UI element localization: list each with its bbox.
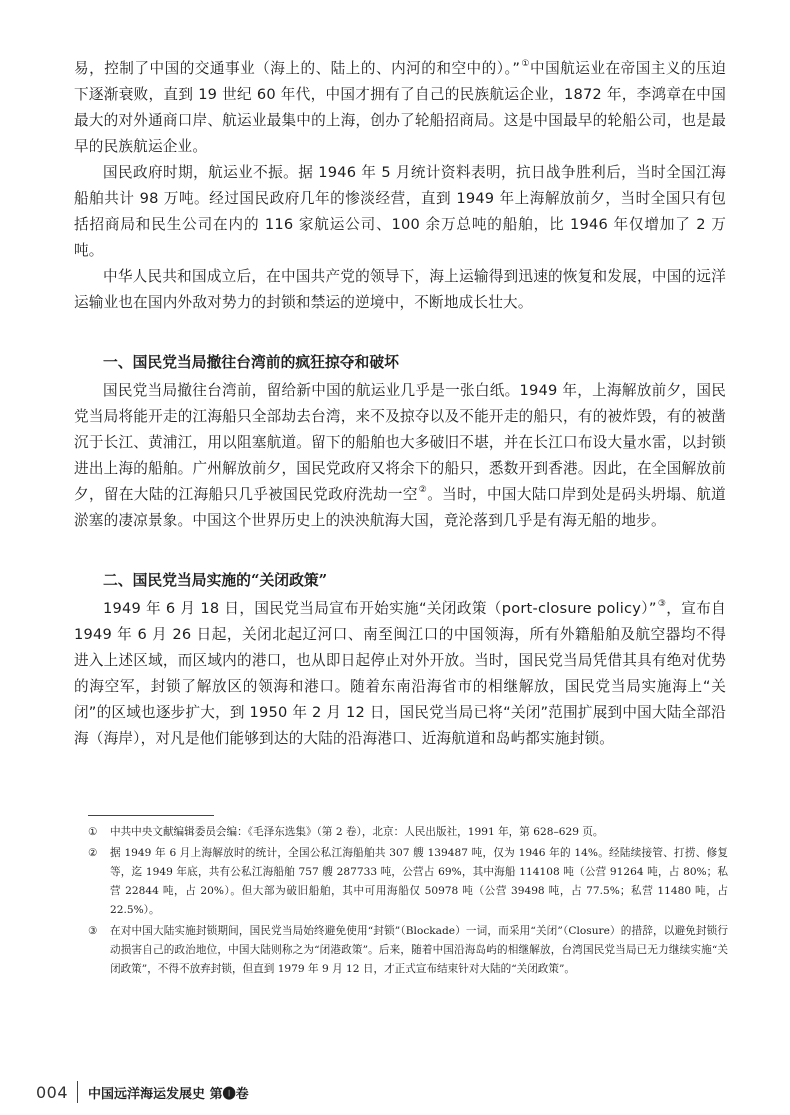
paragraph-2: 国民政府时期，航运业不振。据 1946 年 5 月统计资料表明，抗日战争胜利后，当时全国江海船舶共计 98 万吨。经过国民政府几年的惨淡经营，直到 1949 年上海解放前夕，当时全国只有包括招商局和民生公司在内的 116 家航运公司、100 余万总吨的船舶，比 1946 年仅增加了 2 万吨。 — [74, 164, 726, 259]
footer-divider — [77, 1081, 78, 1103]
footnote-number: ① — [88, 826, 98, 838]
footnote-ref-2[interactable]: ② — [418, 485, 428, 495]
footnote-text: 据 1949 年 6 月上海解放时的统计，全国公私江海船舶共 307 艘 139487 吨，仅为 1946 年的 14%。经陆续接管、打捞、修复等，迄 1949 年底，共有公私江海船舶 757 艘 287733 吨，公营占 69%，其中海船 114108 吨（公营 91264 吨，占 80%；私营 22844 吨，占 20%）。但大部为破旧船舶，其中可用海船仅 50978 吨（公营 39498 吨，占 77.5%；私营 11480 吨，占 22.5%）。 — [110, 847, 728, 916]
paragraph-5: 1949 年 6 月 18 日，国民党当局宣布开始实施“关闭政策（port-closure policy）”③，宣布自 1949 年 6 月 26 日起，关闭北起辽河口、南至闽江口的中国领海，所有外籍船舶及航空器均不得进入上述区域，而区域内的港口，也从即日起停止对外开放。当时，国民党当局凭借其具有绝对优势的海空军，封锁了解放区的领海和港口。随着东南沿海省市的相继解放，国民党当局实施海上“关闭”的区域也逐步扩大，到 1950 年 2 月 12 日，国民党当局已将“关闭”范围扩展到中国大陆全部沿海（海岸），对凡是他们能够到达的大陆的沿海港口、近海航道和岛屿都实施封锁。 — [74, 599, 726, 747]
body-text — [74, 56, 726, 752]
footnote-item — [88, 823, 728, 842]
paragraph-1: 易，控制了中国的交通事业（海上的、陆上的、内河的和空中的）。”①中国航运业在帝国主义的压迫下逐渐衰败，直到 19 世纪 60 年代，中国才拥有了自己的民族航运企业，1872 年，李鸿章在中国最大的对外通商口岸、航运业最集中的上海，创办了轮船招商局。这是中国最早的轮船公司，也是最早的民族航运企业。 — [74, 59, 726, 155]
running-title: 中国远洋海运发展史 第❶卷 — [88, 1086, 249, 1102]
paragraph-3: 中华人民共和国成立后，在中国共产党的领导下，海上运输得到迅速的恢复和发展，中国的远洋运输业也在国内外敌对势力的封锁和禁运的逆境中，不断地成长壮大。 — [74, 268, 726, 311]
page-footer — [36, 1080, 249, 1104]
paragraph-4: 国民党当局撤往台湾前，留给新中国的航运业几乎是一张白纸。1949 年，上海解放前夕，国民党当局将能开走的江海船只全部劫去台湾，来不及掠夺以及不能开走的船只，有的被炸毁，有的被凿沉于长江、黄浦江，用以阻塞航道。留下的船舶也大多破旧不堪，并在长江口布设大量水雷，以封锁进出上海的船舶。广州解放前夕，国民党政府又将余下的船只，悉数开到香港。因此，在全国解放前夕，留在大陆的江海船只几乎被国民党政府洗劫一空②。当时，中国大陆口岸到处是码头坍塌、航道淤塞的凄凉景象。中国这个世界历史上的泱泱航海大国，竟沦落到几乎是有海无船的地步。 — [74, 382, 726, 529]
footnote-number: ② — [88, 847, 98, 859]
section-heading-2: 二、国民党当局实施的“关闭政策” — [103, 572, 328, 589]
page-number: 004 — [36, 1082, 69, 1102]
footnote-text: 中共中央文献编辑委员会编：《毛泽东选集》（第 2 卷），北京：人民出版社，1991 年，第 628–629 页。 — [110, 826, 604, 838]
footnote-divider — [88, 815, 214, 816]
footnotes — [88, 823, 728, 981]
footnote-item — [88, 922, 728, 979]
footnote-item — [88, 844, 728, 920]
footnote-ref-1[interactable]: ① — [521, 59, 531, 69]
footnote-text: 在对中国大陆实施封锁期间，国民党当局始终避免使用“封锁”（Blockade）一词，而采用“关闭”（Closure）的措辞，以避免封锁行动损害自己的政治地位，中国大陆则称之为“闭港政策”。后来，随着中国沿海岛屿的相继解放，台湾国民党当局已无力继续实施“关闭政策”，不得不放弃封锁，但直到 1979 年 9 月 12 日，才正式宣布结束针对大陆的“关闭政策”。 — [110, 925, 728, 975]
footnote-number: ③ — [88, 925, 98, 937]
footnote-ref-3[interactable]: ③ — [657, 599, 667, 609]
section-heading-1: 一、国民党当局撤往台湾前的疯狂掠夺和破坏 — [103, 354, 399, 371]
